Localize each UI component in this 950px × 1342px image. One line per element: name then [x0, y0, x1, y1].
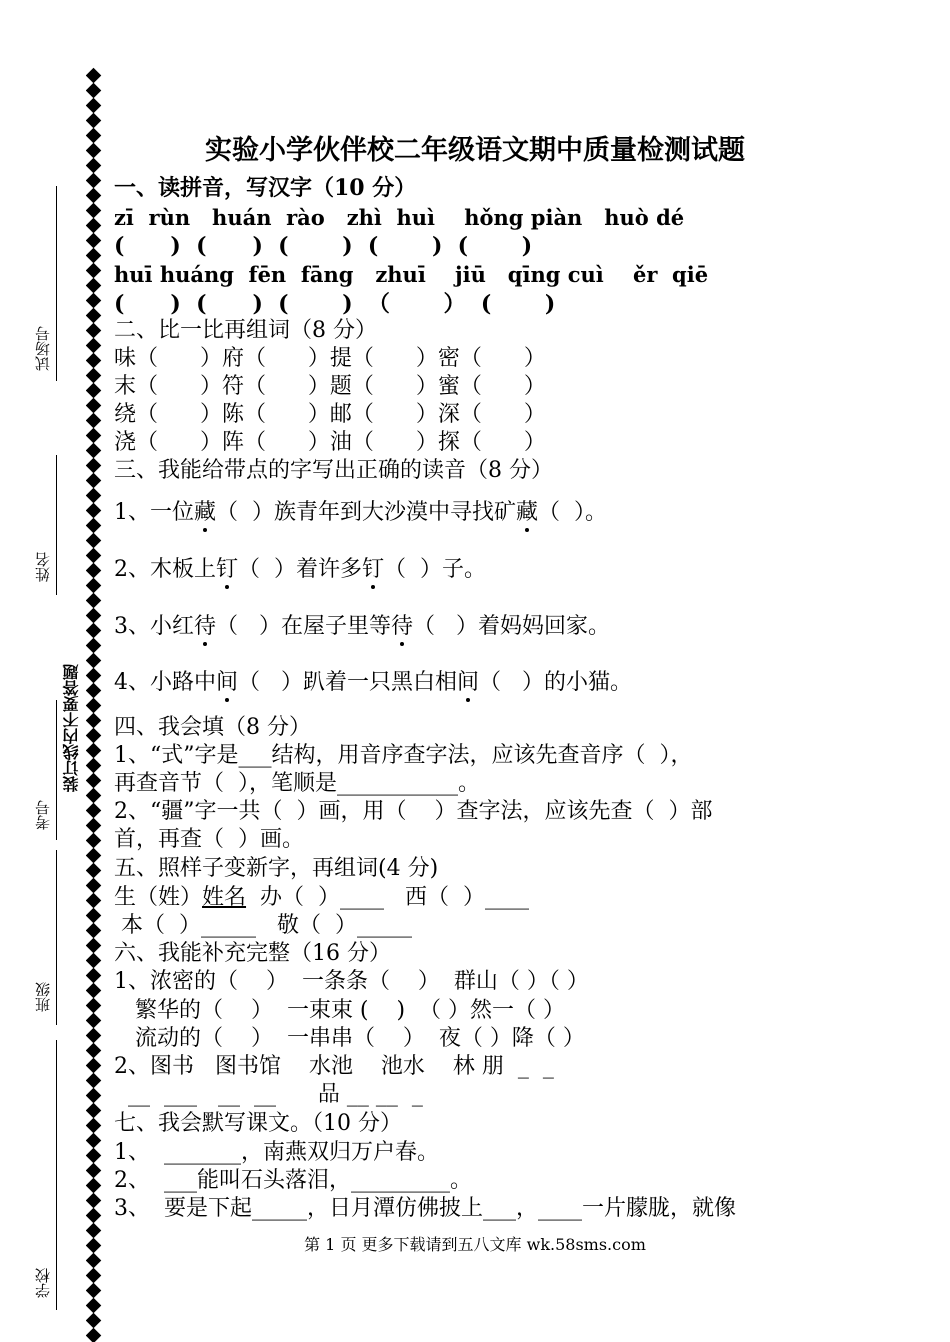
dotted-char: 待	[391, 614, 414, 639]
diamond-ornament	[86, 83, 101, 99]
diamond-ornament	[86, 1103, 101, 1119]
diamond-ornament	[86, 398, 101, 414]
question-3-3: 3、小红待（ ）在屋子里等待（ ）着妈妈回家。	[114, 614, 610, 639]
section-3-heading: 三、我能给带点的字写出正确的读音（8 分）	[114, 458, 553, 483]
question-4-2-cont: 首，再查（ ）画。	[114, 827, 304, 852]
question-4-1: 1、“式”字是___结构，用音序查字法，应该先查音序（ ），	[114, 743, 693, 768]
question-6-row-2: 繁华的（ ） 一束束 ( ) （ ）然一（ ）	[114, 998, 566, 1023]
diamond-ornament	[86, 728, 101, 744]
question-7-2: 2、 ___能叫石头落泪，_________。	[114, 1168, 472, 1193]
dotted-char: 钉	[362, 557, 385, 582]
diamond-ornament	[86, 1118, 101, 1134]
diamond-ornament	[86, 1313, 101, 1329]
answer-brackets-row-2: ( ) ( ) ( ) （ ） ( )	[114, 291, 556, 317]
dotted-char: 钉	[216, 557, 239, 582]
pinyin-row-2: huī huáng fēn fāng zhuī jiū qīng cuì ěr qiē	[114, 262, 709, 287]
compare-row-4: 浇（ ）阵（ ）油（ ）探（ ）	[114, 430, 546, 455]
diamond-ornament	[86, 473, 101, 489]
dotted-char: 藏	[516, 500, 539, 525]
diamond-ornament	[86, 1013, 101, 1029]
section-2-heading: 二、比一比再组词（8 分）	[114, 318, 377, 343]
section-5-heading: 五、照样子变新字，再组词(4 分)	[114, 856, 439, 881]
diamond-ornament	[86, 488, 101, 504]
diamond-ornament	[86, 1253, 101, 1269]
diamond-ornament	[86, 818, 101, 834]
diamond-ornament	[86, 1043, 101, 1059]
question-5-1: 生（姓）姓名 办（ ）____ 西（ ）____	[114, 885, 529, 910]
diamond-ornament	[86, 308, 101, 324]
diamond-ornament	[86, 1328, 101, 1342]
question-6-row-4: 2、图书 图书馆 水池 池水 林 朋 _ _	[114, 1054, 554, 1079]
dotted-char: 间	[216, 670, 239, 695]
diamond-ornament	[86, 983, 101, 999]
dotted-char: 待	[194, 614, 217, 639]
diamond-ornament	[86, 113, 101, 129]
diamond-ornament	[86, 533, 101, 549]
diamond-ornament	[86, 758, 101, 774]
diamond-ornament	[86, 1208, 101, 1224]
diamond-ornament	[86, 413, 101, 429]
diamond-ornament	[86, 833, 101, 849]
compare-row-2: 末（ ）符（ ）题（ ）蜜（ ）	[114, 374, 546, 399]
binding-warning-note: 装订线内不要答题	[62, 664, 81, 792]
diamond-ornament	[86, 383, 101, 399]
diamond-ornament	[86, 1193, 101, 1209]
diamond-ornament	[86, 203, 101, 219]
diamond-ornament	[86, 293, 101, 309]
page-title: 实验小学伙伴校二年级语文期中质量检测试题	[205, 135, 745, 166]
diamond-ornament	[86, 563, 101, 579]
diamond-ornament	[86, 668, 101, 684]
diamond-ornament	[86, 1073, 101, 1089]
diamond-ornament	[86, 608, 101, 624]
diamond-ornament	[86, 1058, 101, 1074]
diamond-ornament	[86, 1088, 101, 1104]
diamond-ornament	[86, 263, 101, 279]
diamond-ornament	[86, 743, 101, 759]
diamond-ornament	[86, 953, 101, 969]
diamond-ornament	[86, 353, 101, 369]
dotted-char: 藏	[194, 500, 217, 525]
compare-row-3: 绕（ ）陈（ ）邮（ ）深（ ）	[114, 402, 546, 427]
side-label-kaohao: 考号	[34, 800, 52, 830]
diamond-ornament	[86, 653, 101, 669]
diamond-ornament	[86, 173, 101, 189]
side-label-banji: 班级	[34, 982, 52, 1012]
diamond-ornament	[86, 863, 101, 879]
diamond-ornament	[86, 908, 101, 924]
diamond-ornament	[86, 323, 101, 339]
question-7-3: 3、 要是下起_____，日月潭仿佛披上___，____一片朦胧，就像	[114, 1196, 736, 1221]
diamond-ornament	[86, 878, 101, 894]
question-4-1-cont: 再查音节（ ），笔顺是___________。	[114, 771, 480, 796]
diamond-ornament	[86, 1268, 101, 1284]
side-label-xuexiao: 学校	[34, 1268, 52, 1298]
diamond-ornament	[86, 518, 101, 534]
diamond-ornament	[86, 233, 101, 249]
diamond-ornament	[86, 1163, 101, 1179]
diamond-ornament	[86, 98, 101, 114]
answer-brackets-row-1: ( ) ( ) ( ) ( ) ( )	[114, 233, 533, 259]
diamond-ornament	[86, 998, 101, 1014]
diamond-ornament	[86, 1133, 101, 1149]
diamond-ornament	[86, 1298, 101, 1314]
diamond-ornament	[86, 923, 101, 939]
diamond-ornament	[86, 788, 101, 804]
diamond-ornament	[86, 458, 101, 474]
diamond-ornament	[86, 593, 101, 609]
question-4-2: 2、“疆”字一共（ ）画，用（ ）查字法，应该先查（ ）部	[114, 799, 713, 824]
question-7-1: 1、 _______，南燕双归万户春。	[114, 1140, 439, 1165]
diamond-ornament	[86, 443, 101, 459]
question-3-2: 2、木板上钉（ ）着许多钉（ ）子。	[114, 557, 487, 582]
question-6-row-1: 1、浓密的（ ） 一条条（ ） 群山（ ）（ ）	[114, 969, 589, 994]
question-6-row-3: 流动的（ ） 一串串（ ） 夜（ ）降（ ）	[114, 1026, 585, 1051]
question-5-2: 本（ ）_____ 敬（ ）_____	[114, 913, 412, 938]
diamond-ornament	[86, 968, 101, 984]
binding-diamond-border	[86, 66, 102, 1342]
example-word: 姓名	[202, 885, 247, 910]
diamond-ornament	[86, 1148, 101, 1164]
diamond-ornament	[86, 278, 101, 294]
diamond-ornament	[86, 773, 101, 789]
diamond-ornament	[86, 623, 101, 639]
diamond-ornament	[86, 68, 101, 84]
diamond-ornament	[86, 428, 101, 444]
dotted-char: 间	[457, 670, 480, 695]
diamond-ornament	[86, 368, 101, 384]
compare-row-1: 味（ ）府（ ）提（ ）密（ ）	[114, 346, 546, 371]
diamond-ornament	[86, 188, 101, 204]
side-label-xingming: 姓名	[34, 552, 52, 582]
diamond-ornament	[86, 248, 101, 264]
diamond-ornament	[86, 218, 101, 234]
diamond-ornament	[86, 1028, 101, 1044]
section-1-heading: 一、读拼音，写汉字（10 分）	[114, 175, 417, 201]
diamond-ornament	[86, 938, 101, 954]
diamond-ornament	[86, 503, 101, 519]
diamond-ornament	[86, 683, 101, 699]
diamond-ornament	[86, 803, 101, 819]
question-3-4: 4、小路中间（ ）趴着一只黑白相间（ ）的小猫。	[114, 670, 632, 695]
diamond-ornament	[86, 893, 101, 909]
question-6-row-5: __ ___ __ __ 品 __ __ _	[114, 1082, 423, 1107]
section-7-heading: 七、我会默写课文。（10 分）	[114, 1111, 402, 1136]
diamond-ornament	[86, 698, 101, 714]
pinyin-row-1: zī rùn huán rào zhì huì hǒng piàn huò dé	[114, 205, 685, 230]
side-label-kaochang: 试场号	[34, 326, 52, 371]
diamond-ornament	[86, 638, 101, 654]
diamond-ornament	[86, 578, 101, 594]
section-4-heading: 四、我会填（8 分）	[114, 715, 311, 740]
question-3-1: 1、一位藏（ ）族青年到大沙漠中寻找矿藏（ ）。	[114, 500, 608, 525]
diamond-ornament	[86, 338, 101, 354]
diamond-ornament	[86, 1283, 101, 1299]
diamond-ornament	[86, 713, 101, 729]
diamond-ornament	[86, 1178, 101, 1194]
diamond-ornament	[86, 848, 101, 864]
section-6-heading: 六、我能补充完整（16 分）	[114, 941, 391, 966]
page-footer: 第 1 页 更多下载请到五八文库 wk.58sms.com	[304, 1235, 646, 1254]
diamond-ornament	[86, 548, 101, 564]
